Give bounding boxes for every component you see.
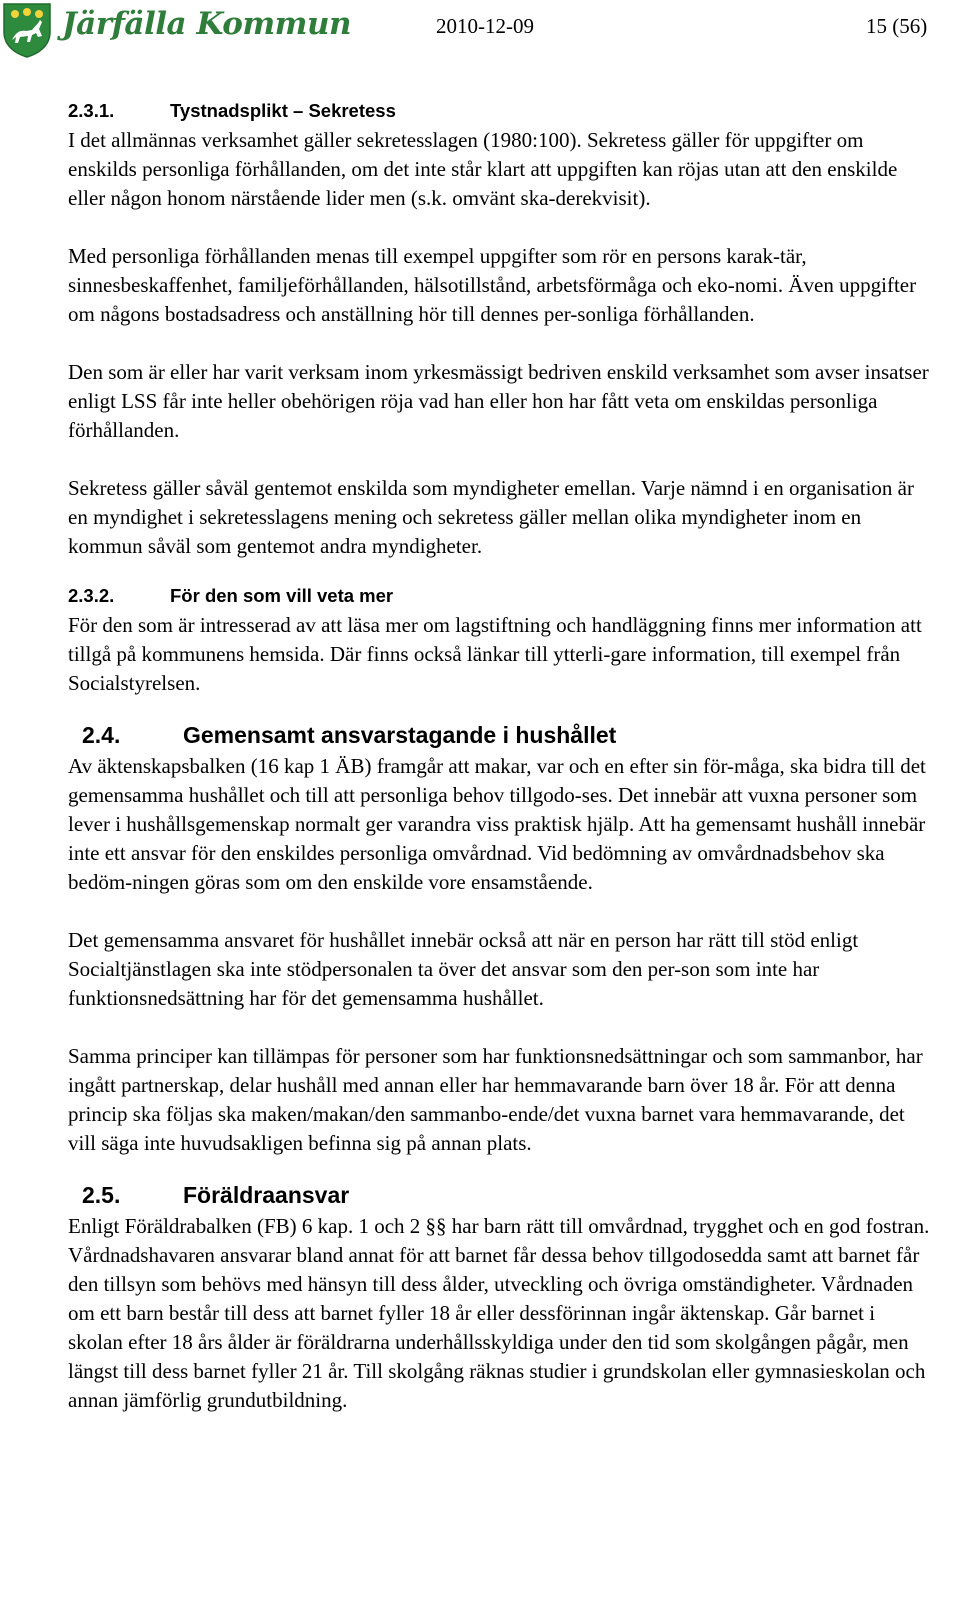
section-heading-2-5 [68,1178,934,1212]
page-number: 15 (56) [866,14,928,38]
section-title: Gemensamt ansvarstagande i hushållet [183,722,617,748]
paragraph: För den som är intresserad av att läsa mer om lagstiftning och handläggning finns mer information att tillgå på kommunens hemsida. Där finns också länkar till ytterli-gare information, till exempel från Socialstyrelsen. [68,613,922,695]
document-date: 2010-12-09 [436,14,534,38]
paragraph: Sekretess gäller såväl gentemot enskilda som myndigheter emellan. Varje nämnd i en organisation är en myndighet i sekretesslagens mening och sekretess gäller mellan olika myndigheter inom en kommun såväl som gentemot andra myndigheter. [68,476,914,558]
document-body [68,96,934,1444]
section-number: 2.5. [82,1182,121,1208]
paragraph: Med personliga förhållanden menas till exempel uppgifter som rör en persons karak-tär, sinnesbeskaffenhet, familjeförhållanden, hälsotillstånd, arbetsförmåga och eko-nomi. Även uppgifter om någons bostadsadress och anställning hör till dennes per-sonliga förhållanden. [68,244,917,326]
section-number: 2.3.2. [68,585,115,606]
paragraph: Samma principer kan tillämpas för personer som har funktionsnedsättningar och som sammanbor, har ingått partnerskap, delar hushåll med annan eller har hemmavarande barn över 18 år. För att denna princip ska följas ska maken/makan/den sammanbo-ende/det vuxna barnet vara hemmavarande, det vill säga inte huvudsakligen befinna sig på annan plats. [68,1044,923,1155]
paragraph: Den som är eller har varit verksam inom yrkesmässigt bedriven enskild verksamhet som avser insatser enligt LSS får inte heller obehörigen röja vad han eller hon har fått veta om enskildas personliga förhållanden. [68,360,929,442]
municipality-logo-text: Järfälla Kommun [62,6,352,42]
section-number: 2.4. [82,722,121,748]
section-number: 2.3.1. [68,100,115,121]
section-title: Tystnadsplikt – Sekretess [170,100,396,121]
section-heading-2-3-2 [68,581,934,611]
coat-of-arms-icon [2,2,52,58]
section-heading-2-4 [68,718,934,752]
paragraph: Det gemensamma ansvaret för hushållet innebär också att när en person har rätt till stöd enligt Socialtjänstlagen ska inte stödpersonalen ta över det ansvar som den per-son som inte har funktionsnedsättning har för det gemensamma hushållet. [68,928,859,1010]
section-title: För den som vill veta mer [170,585,394,606]
section-heading-2-3-1 [68,96,934,126]
paragraph: I det allmännas verksamhet gäller sekretesslagen (1980:100). Sekretess gäller för uppgifter om enskilds personliga förhållanden, om det inte står klart att uppgiften kan röjas utan att den enskilde eller någon honom närstående lider men (s.k. omvänt ska-derekvisit). [68,128,898,210]
page-header [0,0,960,62]
paragraph: Av äktenskapsbalken (16 kap 1 ÄB) framgår att makar, var och en efter sin för-måga, ska bidra till det gemensamma hushållet och till att personliga behov tillgodo-ses. Det innebär att vuxna personer som lever i hushållsgemenskap normalt ger varandra viss praktisk hjälp. Att ha gemensamt hushåll innebär inte ett ansvar för den enskildes personliga omvårdnad. Vid bedömning av omvårdnadsbehov ska bedöm-ningen göras som om den enskilde vore ensamstående. [68,754,926,894]
paragraph: Enligt Föräldrabalken (FB) 6 kap. 1 och 2 §§ har barn rätt till omvårdnad, trygghet och en god fostran. Vårdnadshavaren ansvarar bland annat för att barnet får dessa behov tillgodosedda samt att barnet får den tillsyn som behövs med hänsyn till dess ålder, utveckling och övriga omständigheter. Vårdnaden om ett barn består till dess att barnet fyller 18 år eller dessförinnan ingår äktenskap. Går barnet i skolan efter 18 års ålder är föräldrarna underhållsskyldiga under den tid som skolgången pågår, men längst till dess barnet fyller 21 år. Till skolgång räknas studier i grundskolan eller gymnasieskolan och annan jämförlig grundutbildning. [68,1214,930,1412]
section-title: Föräldraansvar [183,1182,350,1208]
